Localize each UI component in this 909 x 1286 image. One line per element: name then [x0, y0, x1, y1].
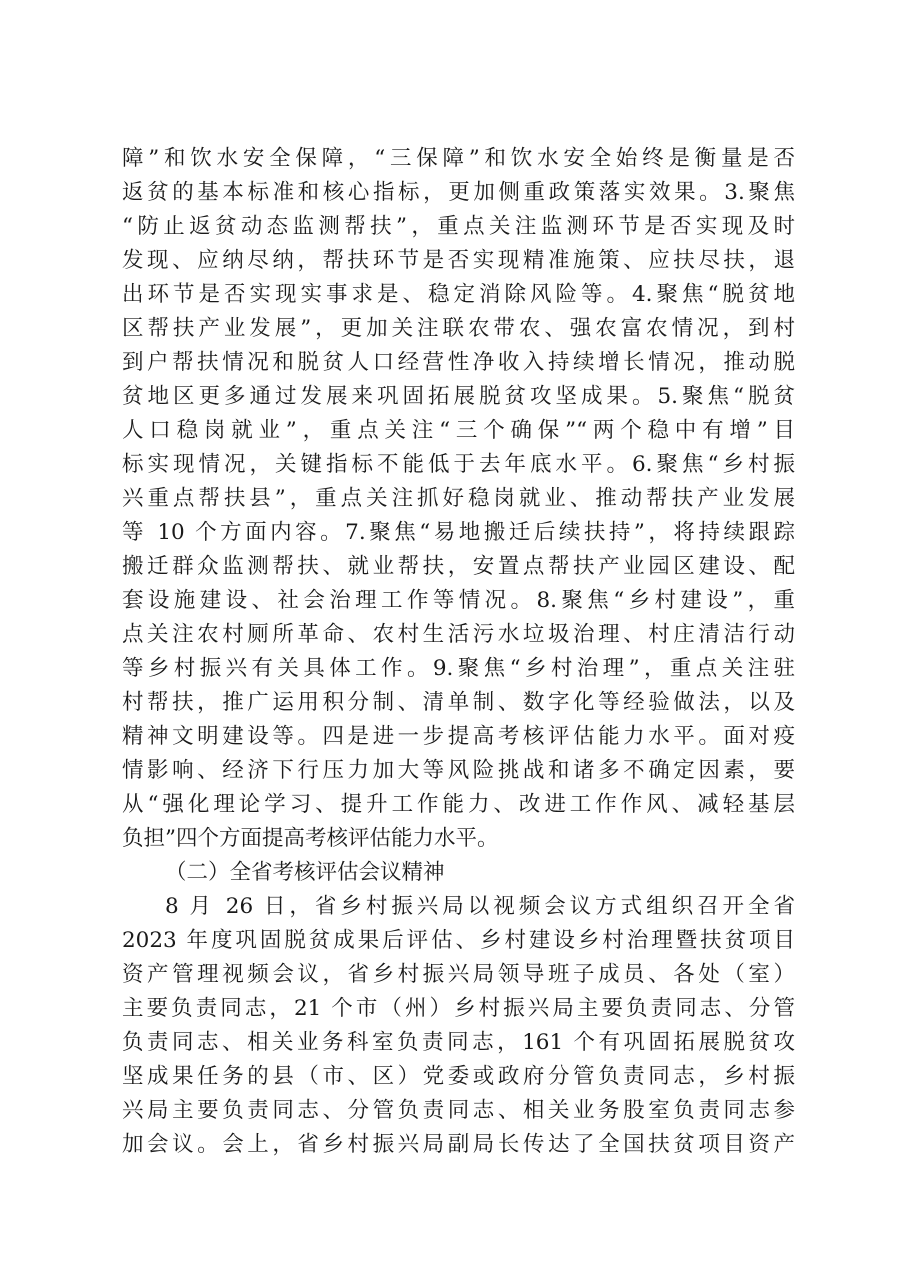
document-body — [122, 142, 795, 1162]
text-line: 贫地区更多通过发展来巩固拓展脱贫攻坚成果。5.聚焦“脱贫 — [122, 384, 795, 409]
text-line: “防止返贫动态监测帮扶”，重点关注监测环节是否实现及时 — [122, 214, 795, 239]
text-line: 区帮扶产业发展”，更加关注联农带农、强农富农情况，到村 — [122, 316, 795, 341]
text-line: 出环节是否实现实事求是、稳定消除风险等。4.聚焦“脱贫地 — [122, 282, 795, 307]
text-line: 情影响、经济下行压力加大等风险挑战和诸多不确定因素，要 — [122, 758, 795, 783]
text-line: 障”和饮水安全保障，“三保障”和饮水安全始终是衡量是否 — [122, 146, 795, 171]
text-line: 2023 年度巩固脱贫成果后评估、乡村建设乡村治理暨扶贫项目 — [122, 928, 795, 953]
text-line: 从“强化理论学习、提升工作能力、改进工作作风、减轻基层 — [122, 792, 795, 817]
text-line: 等 10 个方面内容。7.聚焦“易地搬迁后续扶持”，将持续跟踪 — [122, 520, 795, 545]
text-line: 点关注农村厕所革命、农村生活污水垃圾治理、村庄清洁行动 — [122, 622, 795, 647]
text-line: 村帮扶，推广运用积分制、清单制、数字化等经验做法，以及 — [122, 690, 795, 715]
text-line: 加会议。会上，省乡村振兴局副局长传达了全国扶贫项目资产 — [122, 1132, 795, 1157]
text-line: 资产管理视频会议，省乡村振兴局领导班子成员、各处（室） — [122, 962, 795, 987]
text-line: 兴局主要负责同志、分管负责同志、相关业务股室负责同志参 — [122, 1098, 795, 1123]
text-line: 套设施建设、社会治理工作等情况。8.聚焦“乡村建设”，重 — [122, 588, 795, 613]
text-line: 到户帮扶情况和脱贫人口经营性净收入持续增长情况，推动脱 — [122, 350, 795, 375]
text-line: 坚成果任务的县（市、区）党委或政府分管负责同志，乡村振 — [122, 1064, 795, 1089]
text-line: 负责同志、相关业务科室负责同志，161 个有巩固拓展脱贫攻 — [122, 1030, 795, 1055]
text-line: 主要负责同志，21 个市（州）乡村振兴局主要负责同志、分管 — [122, 996, 795, 1021]
section-heading: （二）全省考核评估会议精神 — [165, 860, 445, 885]
text-line: 8 月 26 日，省乡村振兴局以视频会议方式组织召开全省 — [165, 894, 795, 919]
text-line: 精神文明建设等。四是进一步提高考核评估能力水平。面对疫 — [122, 724, 795, 749]
text-line: 等乡村振兴有关具体工作。9.聚焦“乡村治理”，重点关注驻 — [122, 656, 795, 681]
text-line: 负担”四个方面提高考核评估能力水平。 — [122, 826, 499, 851]
text-line: 返贫的基本标准和核心指标，更加侧重政策落实效果。3.聚焦 — [122, 180, 795, 205]
text-line: 发现、应纳尽纳，帮扶环节是否实现精准施策、应扶尽扶，退 — [122, 248, 795, 273]
text-line: 兴重点帮扶县”，重点关注抓好稳岗就业、推动帮扶产业发展 — [122, 486, 795, 511]
text-line: 搬迁群众监测帮扶、就业帮扶，安置点帮扶产业园区建设、配 — [122, 554, 795, 579]
text-line: 标实现情况，关键指标不能低于去年底水平。6.聚焦“乡村振 — [122, 452, 795, 477]
text-line: 人口稳岗就业”，重点关注“三个确保”“两个稳中有增”目 — [122, 418, 795, 443]
